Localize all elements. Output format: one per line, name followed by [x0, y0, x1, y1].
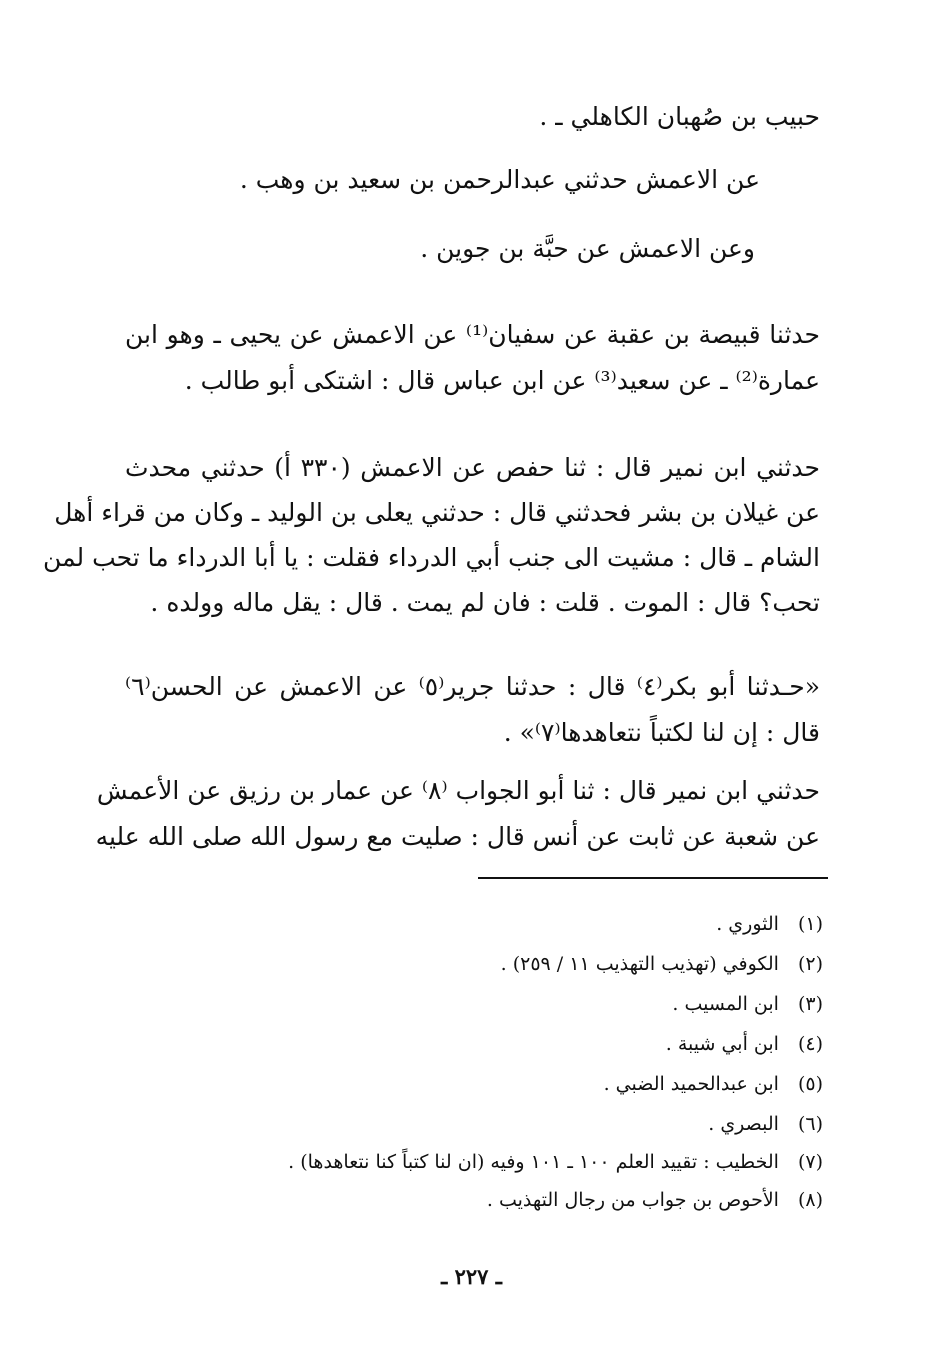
footnote-number: (٤): [797, 1033, 823, 1055]
footnote: [604, 1070, 823, 1098]
footnote: [666, 1030, 823, 1058]
footnote-text: الخطيب : تقييد العلم ١٠٠ ـ ١٠١ وفيه (ان لنا كتباً كنا نتعاهدها) .: [288, 1151, 779, 1173]
footnote: [501, 950, 823, 978]
text-line: تحب؟ قال : الموت . قلت : فان لم يمت . قال : يقل ماله وولده .: [150, 588, 820, 617]
text-line: عمارة⁽²⁾ ـ عن سعيد⁽³⁾ عن ابن عباس قال : اشتكى أبو طالب .: [184, 366, 820, 395]
text-line: عن شعبة عن ثابت عن أنس قال : صليت مع رسول الله صلى الله عليه: [95, 822, 820, 851]
page-number: ـ ٢٢٧ ـ: [441, 1264, 502, 1289]
footnote: [708, 1110, 823, 1138]
text-line: الشام ـ قال : مشيت الى جنب أبي الدرداء فقلت : يا أبا الدرداء ما تحب لمن: [43, 543, 820, 572]
footnote-number: (٨): [797, 1189, 823, 1211]
footnote: [672, 990, 823, 1018]
footnote: [487, 1186, 823, 1214]
footnote-text: الثوري .: [716, 913, 779, 935]
footnote-text: ابن المسيب .: [672, 993, 779, 1015]
footnote-text: ابن عبدالحميد الضبي .: [603, 1073, 779, 1095]
footnote-text: الكوفي (تهذيب التهذيب ١١ / ٢٥٩) .: [500, 953, 779, 975]
footnote-number: (٧): [797, 1151, 823, 1173]
footnote-number: (٥): [797, 1073, 823, 1095]
text-line: وعن الاعمش عن حبَّة بن جوين .: [420, 234, 755, 263]
footnote: [288, 1148, 823, 1176]
footnote-number: (٣): [797, 993, 823, 1015]
footnote-number: (١): [797, 913, 823, 935]
footnote-text: الأحوص بن جواب من رجال التهذيب .: [486, 1189, 779, 1211]
text-line: «حـدثنا أبو بكر⁽٤⁾ قال : حدثنا جرير⁽٥⁾ عن الاعمش عن الحسن⁽٦⁾: [125, 672, 820, 701]
text-line: حدثنا قبيصة بن عقبة عن سفيان⁽¹⁾ عن الاعمش عن يحيى ـ وهو ابن: [125, 320, 820, 349]
text-line: قال : إن لنا لكتباً نتعاهدها⁽٧⁾» .: [503, 718, 820, 747]
footnote: [716, 910, 823, 938]
text-line: عن غيلان بن بشر فحدثني قال : حدثني يعلى بن الوليد ـ وكان من قراء أهل: [54, 498, 820, 527]
footnote-text: ابن أبي شيبة .: [665, 1033, 779, 1055]
footnote-text: البصري .: [708, 1113, 779, 1135]
text-line: حدثني ابن نمير قال : ثنا حفص عن الاعمش (٣٣٠ أ) حدثني محدث: [125, 453, 820, 482]
footnote-number: (٢): [797, 953, 823, 975]
text-line: حبيب بن صُهبان الكاهلي ـ .: [539, 102, 820, 131]
text-line: حدثني ابن نمير قال : ثنا أبو الجواب ⁽٨⁾ عن عمار بن رزيق عن الأعمش: [96, 776, 820, 805]
footnote-number: (٦): [797, 1113, 823, 1135]
text-line: عن الاعمش حدثني عبدالرحمن بن سعيد بن وهب .: [239, 165, 760, 194]
footnote-separator: [478, 877, 828, 879]
